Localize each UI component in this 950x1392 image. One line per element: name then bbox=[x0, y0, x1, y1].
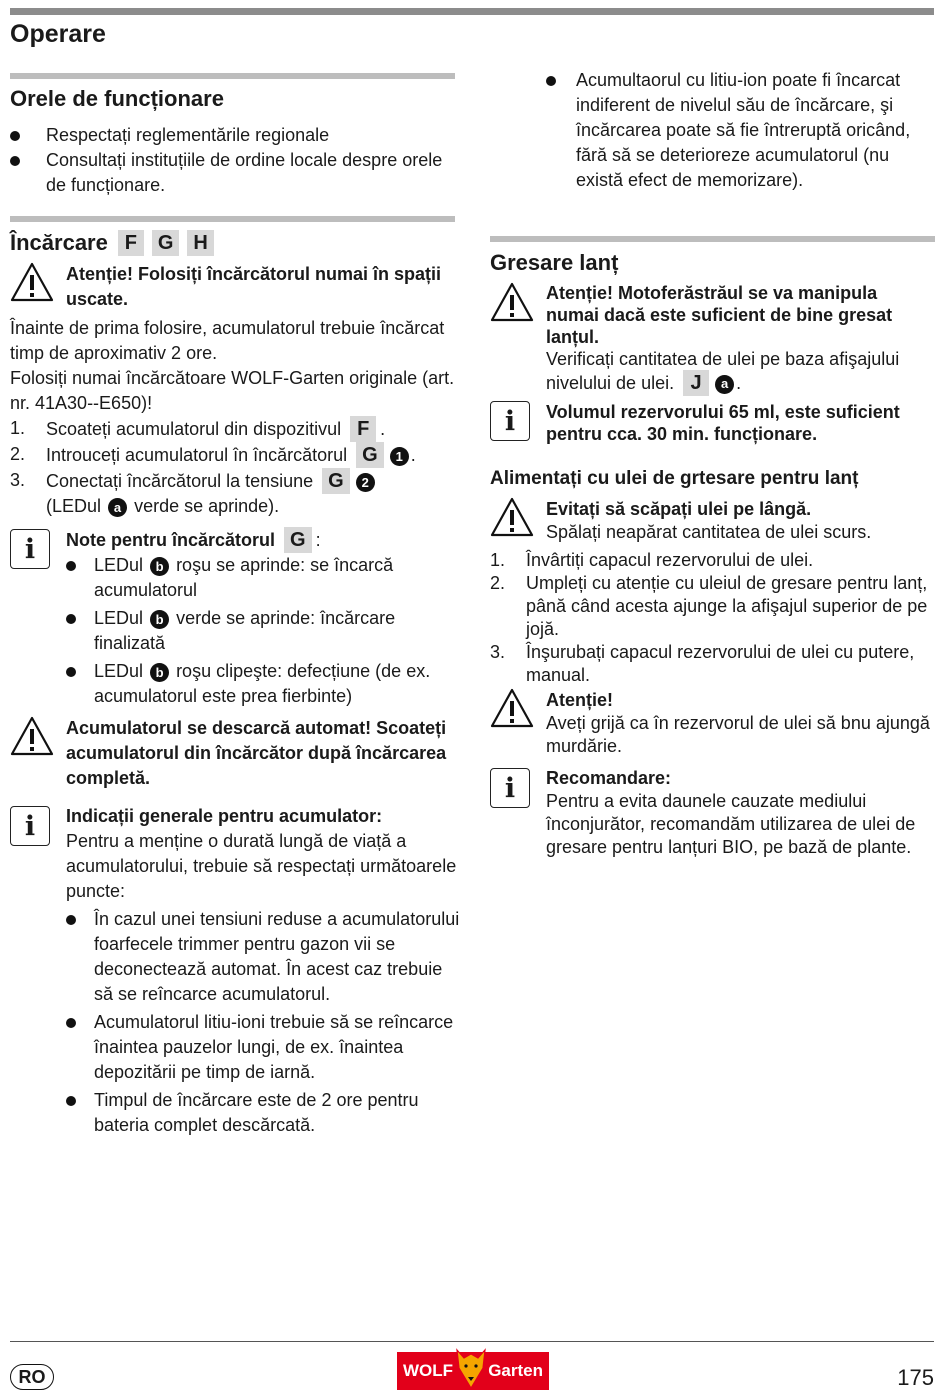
figure-ref-badge: H bbox=[187, 230, 213, 256]
info-note: i Volumul rezervorului 65 ml, este suficient pentru cca. 30 min. funcționare. bbox=[490, 401, 935, 445]
page-number: 175 bbox=[897, 1365, 934, 1390]
figure-ref-badge: F bbox=[350, 416, 376, 442]
list-item: Respectați reglementările regionale bbox=[10, 123, 455, 148]
list-item: LEDul b roşu clipeşte: defecțiune (de ex. acumulatorul este prea fierbinte) bbox=[66, 659, 460, 709]
info-icon: i bbox=[490, 401, 530, 441]
footer-rule bbox=[10, 1341, 934, 1342]
bullet-icon bbox=[546, 76, 556, 86]
callout-marker: 1 bbox=[390, 447, 409, 466]
warning-note: Atenție! Motoferăstrăul se va manipula numai dacă este suficient de bine gresat lanțul. Verificați cantitatea de ulei pe baza afişajului nivelului de ulei. J a . bbox=[490, 282, 935, 396]
list-item: Acumulatorul litiu-ioni trebuie să se reîncarce înaintea pauzelor lungi, de ex. înaintea depozitării pe timp de iarnă. bbox=[66, 1010, 460, 1085]
page-title: Operare bbox=[10, 20, 106, 48]
list-item: 3. Conectați încărcătorul la tensiune G 2 (LEDul a verde se aprinde). bbox=[10, 468, 460, 519]
list-item: 1. Scoateți acumulatorul din dispozitivul F . bbox=[10, 418, 386, 440]
section-title-chain: Gresare lanț bbox=[490, 250, 619, 275]
warning-note: Evitați să scăpați ulei pe lângă. Spălați neapărat cantitatea de ulei scurs. bbox=[490, 497, 935, 543]
warning-note: Acumulatorul se descarcă automat! Scoateți acumulatorul din încărcător după încărcarea completă. bbox=[10, 716, 455, 791]
section-title-hours: Orele de funcționare bbox=[10, 86, 224, 111]
figure-ref-badge: J bbox=[683, 370, 709, 396]
callout-marker: a bbox=[108, 498, 127, 517]
warning-icon bbox=[490, 688, 534, 728]
callout-marker: b bbox=[150, 663, 169, 682]
bullet-icon bbox=[10, 131, 20, 141]
list-item: 3. Înşurubați capacul rezervorului de ulei cu putere, manual. bbox=[490, 642, 915, 685]
bullet-icon bbox=[66, 1018, 76, 1028]
bullet-icon bbox=[66, 614, 76, 624]
figure-ref-badge: G bbox=[322, 468, 350, 494]
warning-icon bbox=[10, 262, 54, 302]
section-title-oil: Alimentați cu ulei de grtesare pentru lanț bbox=[490, 468, 859, 489]
warning-icon bbox=[490, 282, 534, 322]
figure-ref-badge: G bbox=[152, 230, 180, 256]
info-icon: i bbox=[10, 806, 50, 846]
bullet-icon bbox=[10, 156, 20, 166]
brand-logo: WOLF Garten bbox=[397, 1352, 549, 1390]
callout-marker: b bbox=[150, 557, 169, 576]
list-item: LEDul b verde se aprinde: încărcare finalizată bbox=[66, 606, 460, 656]
figure-ref-badge: F bbox=[118, 230, 144, 256]
charging-steps bbox=[10, 416, 460, 519]
top-rule bbox=[10, 8, 934, 15]
fox-logo-icon bbox=[455, 1344, 487, 1390]
charging-text: Înainte de prima folosire, acumulatorul trebuie încărcat timp de aproximativ 2 ore. Folosiți numai încărcătoare WOLF-Garten originale (art. nr. 41A30--E650)! bbox=[10, 318, 455, 413]
bullet-icon bbox=[66, 1096, 76, 1106]
warning-icon bbox=[490, 497, 534, 537]
hours-list bbox=[10, 123, 455, 198]
oil-steps bbox=[490, 549, 935, 687]
section-title-charging: Încărcare F G H bbox=[10, 230, 218, 256]
bullet-icon bbox=[66, 561, 76, 571]
info-note: i Recomandare: Pentru a evita daunele cauzate mediului înconjurător, recomandăm utilizarea de ulei de gresare pentru lanțuri BIO, pe bază de plante. bbox=[490, 766, 935, 859]
info-icon: i bbox=[10, 529, 50, 569]
language-badge: RO bbox=[10, 1364, 54, 1390]
section-rule bbox=[490, 236, 935, 242]
list-item: 1. Învârtiți capacul rezervorului de ulei. bbox=[490, 550, 814, 570]
warning-note: Atenție! Aveți grijă ca în rezervorul de ulei să bnu ajungă murdărie. bbox=[490, 688, 935, 758]
list-item: Timpul de încărcare este de 2 ore pentru bateria complet descărcată. bbox=[66, 1088, 460, 1138]
callout-marker: 2 bbox=[356, 473, 375, 492]
bullet-icon bbox=[66, 915, 76, 925]
list-item: Acumultaorul cu litiu-ion poate fi încarcat indiferent de nivelul său de încărcare, şi încărcarea poate să fie întreruptă oricând, fără să se deterioreze acumulatorul (nu există efect de memorizare). bbox=[490, 68, 935, 193]
list-item: În cazul unei tensiuni reduse a acumulatorului foarfecele trimmer pentru gazon vii se deconectează automat. În acest caz trebuie să se reîncarce acumulatorul. bbox=[66, 907, 460, 1007]
list-item: Consultați instituțiile de ordine locale despre orele de funcționare. bbox=[10, 148, 455, 198]
callout-marker: b bbox=[150, 610, 169, 629]
section-rule bbox=[10, 216, 455, 222]
list-item: 2. Introuceți acumulatorul în încărcătorul G 1 . bbox=[10, 444, 416, 466]
warning-note: Atenție! Folosiți încărcătorul numai în spații uscate. bbox=[10, 262, 455, 312]
figure-ref-badge: G bbox=[284, 527, 312, 553]
figure-ref-badge: G bbox=[356, 442, 384, 468]
info-icon: i bbox=[490, 768, 530, 808]
list-item: LEDul b roşu se aprinde: se încarcă acumulatorul bbox=[66, 553, 460, 603]
bullet-icon bbox=[66, 667, 76, 677]
info-note: i Indicații generale pentru acumulator: Pentru a menține o durată lungă de viață a acumulatorului, trebuie să respectați următoarele puncte: În cazul unei tensiuni reduse a acumulatorului foarfecele trimmer pentru gazon vii se deconectează automat. În acest caz trebuie să se reîncarce acumulatorul. Acumulatorul litiu-ioni trebuie să se reîncarce înaintea pauzelor lungi, de ex. înaintea depozitării pe timp de iarnă. Timpul de încărcare este de 2 ore pentru bateria complet descărcată. bbox=[10, 804, 460, 1138]
callout-marker: a bbox=[715, 375, 734, 394]
warning-icon bbox=[10, 716, 54, 756]
list-item: 2. Umpleți cu atenție cu uleiul de gresare pentru lanț, până când acesta ajunge la afişajul superior de pe jojă. bbox=[490, 573, 928, 639]
info-note: i Note pentru încărcătorul G : LEDul b roşu se aprinde: se încarcă acumulatorul LEDul b verde se aprinde: încărcare finalizată LEDul b roşu clipeşte: defecțiune (de ex. acumulatorul este prea fierbinte) bbox=[10, 527, 460, 709]
section-rule bbox=[10, 73, 455, 79]
